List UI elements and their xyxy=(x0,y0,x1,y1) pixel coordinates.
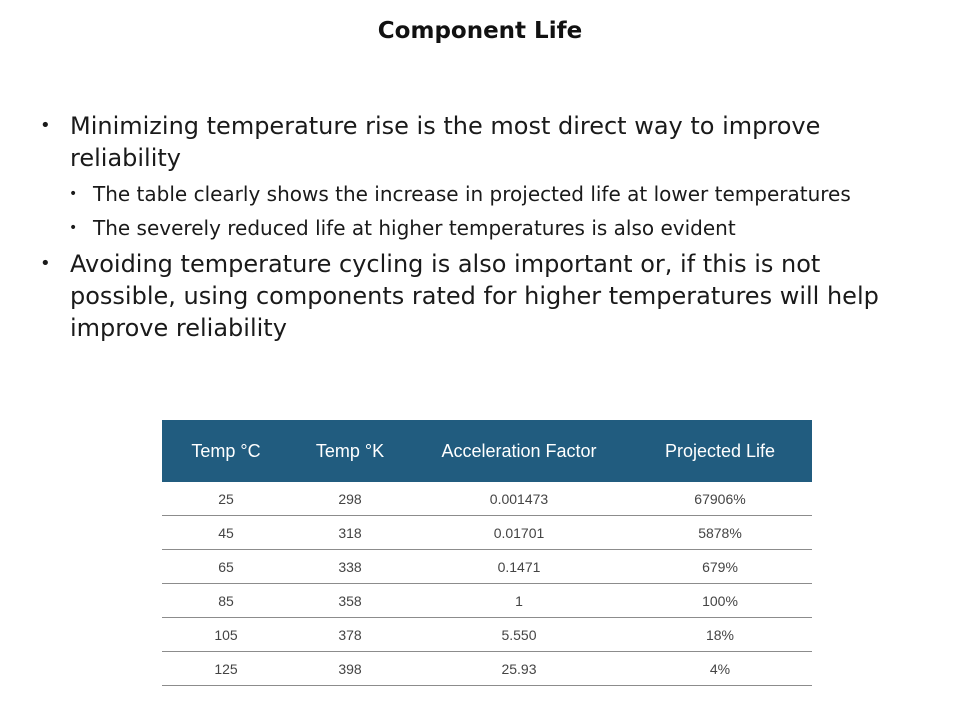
cell-temp-c: 85 xyxy=(162,584,290,618)
bullet-text: Minimizing temperature rise is the most direct way to improve reliability xyxy=(70,112,821,172)
cell-temp-k: 358 xyxy=(290,584,410,618)
bullet-item xyxy=(40,110,920,174)
cell-temp-c: 125 xyxy=(162,652,290,686)
cell-projected-life: 679% xyxy=(628,550,812,584)
cell-temp-k: 318 xyxy=(290,516,410,550)
cell-projected-life: 4% xyxy=(628,652,812,686)
column-header-temp-c: Temp °C xyxy=(162,420,290,482)
cell-acceleration-factor: 25.93 xyxy=(410,652,628,686)
cell-projected-life: 5878% xyxy=(628,516,812,550)
table-header-row xyxy=(162,420,812,482)
table-row xyxy=(162,550,812,584)
cell-acceleration-factor: 1 xyxy=(410,584,628,618)
bullet-list xyxy=(40,110,920,350)
cell-projected-life: 100% xyxy=(628,584,812,618)
cell-acceleration-factor: 5.550 xyxy=(410,618,628,652)
table-row xyxy=(162,516,812,550)
bullet-text: Avoiding temperature cycling is also important or, if this is not possible, using components rated for higher temperatures will help improve reliability xyxy=(70,250,879,342)
cell-acceleration-factor: 0.001473 xyxy=(410,482,628,516)
column-header-projected-life: Projected Life xyxy=(628,420,812,482)
cell-temp-c: 65 xyxy=(162,550,290,584)
cell-acceleration-factor: 0.01701 xyxy=(410,516,628,550)
sub-bullet-text: The table clearly shows the increase in projected life at lower temperatures xyxy=(93,182,851,206)
sub-bullet-item xyxy=(40,180,920,208)
cell-temp-k: 398 xyxy=(290,652,410,686)
bullet-dot-icon: • xyxy=(40,253,51,274)
column-header-acceleration-factor: Acceleration Factor xyxy=(410,420,628,482)
sub-bullet-text: The severely reduced life at higher temperatures is also evident xyxy=(93,216,736,240)
bullet-dot-icon: • xyxy=(40,115,51,136)
cell-temp-c: 25 xyxy=(162,482,290,516)
cell-projected-life: 18% xyxy=(628,618,812,652)
bullet-item xyxy=(40,248,920,344)
cell-temp-k: 378 xyxy=(290,618,410,652)
cell-temp-c: 45 xyxy=(162,516,290,550)
cell-projected-life: 67906% xyxy=(628,482,812,516)
bullet-dot-icon: • xyxy=(69,220,78,236)
table-row xyxy=(162,584,812,618)
cell-temp-c: 105 xyxy=(162,618,290,652)
table-row xyxy=(162,482,812,516)
slide-title: Component Life xyxy=(377,18,583,44)
table-row xyxy=(162,618,812,652)
component-life-table xyxy=(162,420,812,686)
column-header-temp-k: Temp °K xyxy=(290,420,410,482)
cell-temp-k: 338 xyxy=(290,550,410,584)
bullet-dot-icon: • xyxy=(69,186,78,202)
sub-bullet-item xyxy=(40,214,920,242)
table-row xyxy=(162,652,812,686)
cell-temp-k: 298 xyxy=(290,482,410,516)
cell-acceleration-factor: 0.1471 xyxy=(410,550,628,584)
